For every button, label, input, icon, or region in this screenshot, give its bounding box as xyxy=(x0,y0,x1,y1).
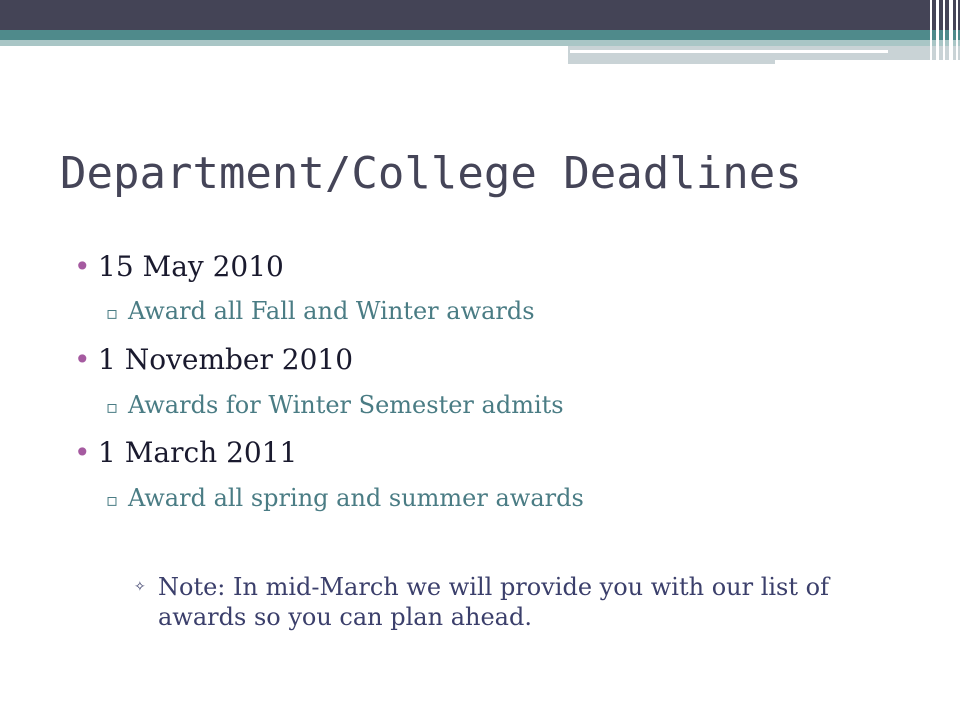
deadline-detail xyxy=(106,297,535,325)
square-bullet-icon: ▫ xyxy=(106,303,119,324)
square-bullet-icon: ▫ xyxy=(106,490,119,511)
deadline-detail-text: Award all spring and summer awards xyxy=(128,484,584,512)
deadline-detail xyxy=(106,391,564,419)
bullet-dot-icon: • xyxy=(74,250,91,283)
deadline-date: 1 March 2011 xyxy=(98,436,298,469)
deadline-detail-text: Awards for Winter Semester admits xyxy=(128,391,564,419)
deadline-note-text: Note: In mid-March we will provide you with our list of awards so you can plan ahead. xyxy=(158,573,829,631)
deadline-date: 15 May 2010 xyxy=(98,250,284,283)
slide-title: Department/College Deadlines xyxy=(60,148,802,199)
deadline-note xyxy=(134,572,914,632)
square-bullet-icon: ▫ xyxy=(106,397,119,418)
deadline-detail-text: Award all Fall and Winter awards xyxy=(128,297,535,325)
deadline-item xyxy=(74,436,297,469)
bullet-dot-icon: • xyxy=(74,436,91,469)
diamond-bullet-icon: ✧ xyxy=(134,579,146,595)
bullet-dot-icon: • xyxy=(74,343,91,376)
deadline-date: 1 November 2010 xyxy=(98,343,354,376)
deadline-detail xyxy=(106,484,584,512)
deadline-item xyxy=(74,343,353,376)
deadline-item xyxy=(74,250,284,283)
